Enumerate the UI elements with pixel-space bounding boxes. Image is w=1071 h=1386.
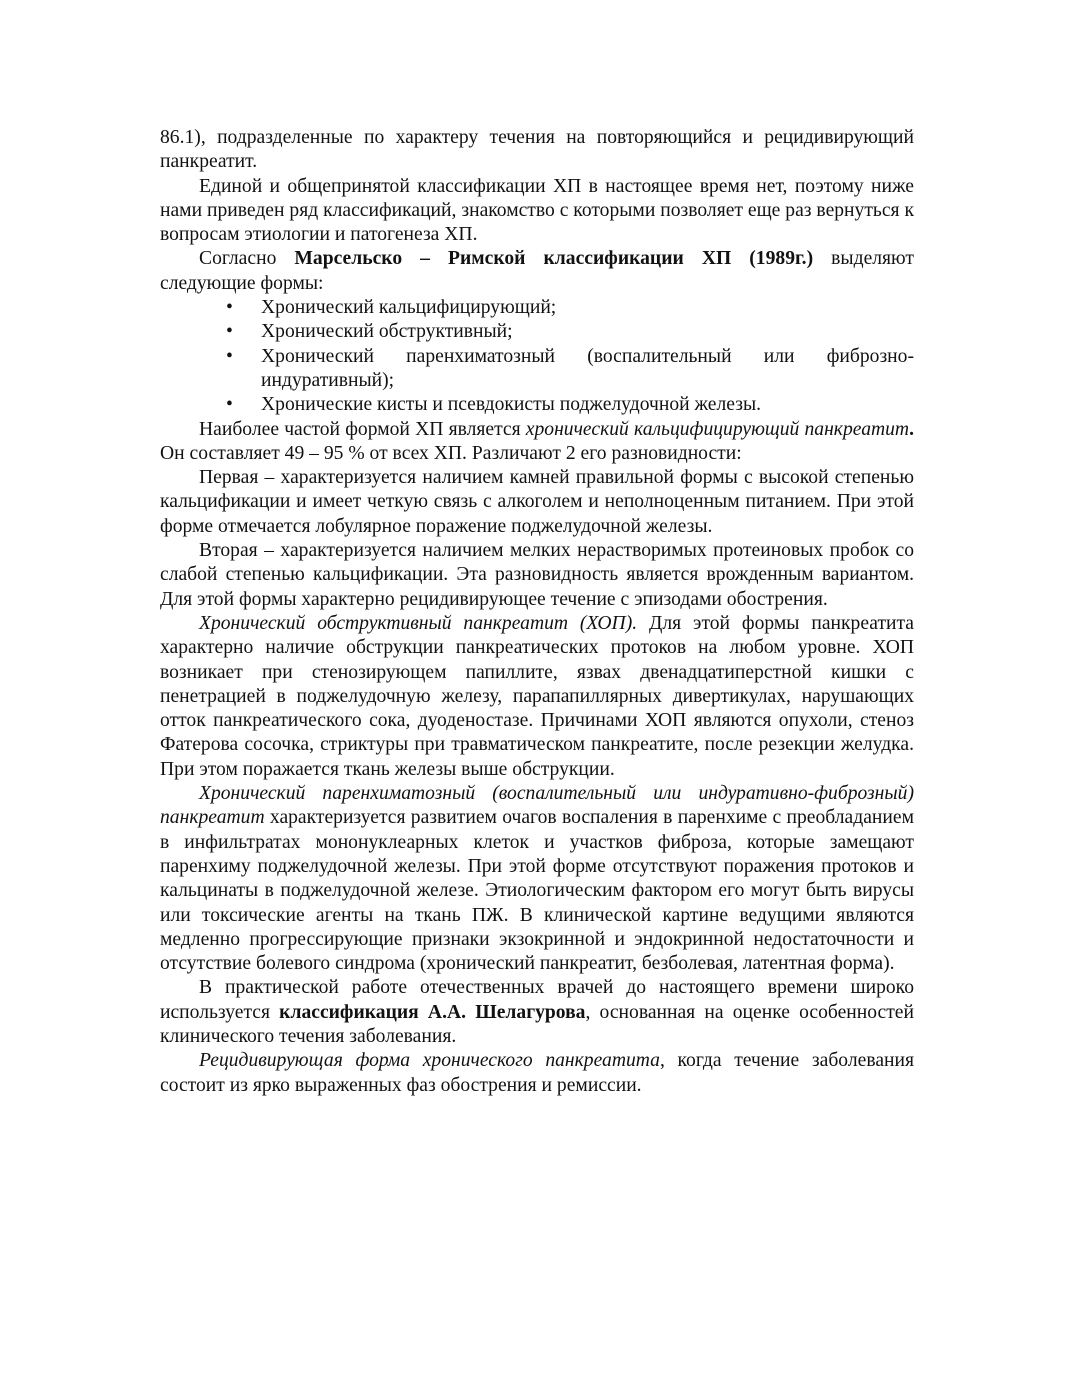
paragraph-7-text: Для этой формы панкреатита характерно наличие обструкции панкреатических протоков на любом уровне. ХОП возникает при стенозирующем папиллите, язвах двенадцатиперстной кишки с пенетрацией в поджелудочную железу, парапапиллярных дивертикулах, нарушающих отток панкреатического сока, дуоденостазе. Причинами ХОП являются опухоли, стеноз Фатерова сосочка, стриктуры при травматическом панкреатите, после резекции желудка. При этом поражается ткань железы выше обструкции. [160,612,914,780]
list-item [226,393,914,417]
classification-title-marseille-rome: Марсельско – Римской классификации ХП (1989г.) [294,248,814,270]
list-item [226,320,914,344]
document-page [160,126,914,1098]
paragraph-6: Вторая – характеризуется наличием мелких нерастворимых протеиновых пробок со слабой степенью кальцификации. Эта разновидность является врожденным вариантом. Для этой формы характерно рецидивирующее течение с эпизодами обострения. [160,540,914,610]
paragraph-9-text-end: , основанная на оценке особенностей клинического течения заболевания. [160,1001,914,1047]
paragraph-3-text-start: Согласно [199,248,295,270]
paragraph-5: Первая – характеризуется наличием камней правильной формы с высокой степенью кальцификации и имеет четкую связь с алкоголем и неполноценным питанием. При этой форме отмечается лобулярное поражение поджелудочной железы. [160,467,914,537]
forms-list [160,296,914,417]
paragraph-7 [160,612,914,782]
paragraph-3-text-end: выделяют следующие формы: [160,248,914,294]
bullet-icon: • [226,345,233,367]
term-recurrent-form: Рецидивирующая форма хронического панкреатита [199,1050,660,1072]
paragraph-9-text-start: В практической работе отечественных врачей до настоящего времени широко используется [160,977,914,1023]
list-item-text: Хронический паренхиматозный (воспалительный или фиброзно-индуративный); [261,345,914,391]
paragraph-4-bold-period: . [909,418,914,440]
bullet-icon: • [226,321,233,343]
paragraph-2: Единой и общепринятой классификации ХП в настоящее время нет, поэтому ниже нами приведен ряд классификаций, знакомство с которыми позволяет еще раз вернуться к вопросам этиологии и патогенеза ХП. [160,175,914,246]
paragraph-4 [160,418,914,467]
paragraph-9 [160,976,914,1049]
paragraph-8-text: характеризуется развитием очагов воспаления в паренхиме с преобладанием в инфильтратах мононуклеарных клеток и участков фиброза, которые замещают паренхиму поджелудочной железы. При этой форме отсутствуют поражения протоков и кальцинаты в поджелудочной железе. Этиологическим фактором его могут быть вирусы или токсические агенты на ткань ПЖ. В клинической картине ведущими являются медленно прогрессирующие признаки экзокринной и эндокринной недостаточности и отсутствие болевого синдрома (хронический панкреатит, безболевая, латентная форма). [160,807,914,975]
paragraph-8 [160,782,914,976]
paragraph-3 [160,247,914,296]
list-item-text: Хронический обструктивный; [261,321,513,343]
list-item-text: Хронические кисты и псевдокисты поджелудочной железы. [261,394,762,416]
classification-title-shelagurov: классификация А.А. Шелагурова [279,1001,586,1023]
paragraph-4-text-end: Он составляет 49 – 95 % от всех ХП. Различают 2 его разновидности: [160,442,742,464]
list-item [226,345,914,394]
paragraph-10 [160,1049,914,1098]
list-item [226,296,914,320]
paragraph-10-text: , когда течение заболевания состоит из ярко выраженных фаз обострения и ремиссии. [160,1050,914,1096]
list-item-text: Хронический кальцифицирующий; [261,297,557,319]
paragraph-1: 86.1), подразделенные по характеру течения на повторяющийся и рецидивирующий панкреатит. [160,127,914,173]
term-parenchymal-pancreatitis: Хронический паренхиматозный (воспалительный или индуративно-фиброзный) панкреатит [160,783,914,829]
term-calcifying-pancreatitis: хронический кальцифицирующий панкреатит [525,418,910,440]
term-obstructive-pancreatitis: Хронический обструктивный панкреатит (ХОП). [199,612,638,634]
paragraph-4-text-start: Наиболее частой формой ХП является [199,418,526,440]
bullet-icon: • [226,297,233,319]
bullet-icon: • [226,394,233,416]
